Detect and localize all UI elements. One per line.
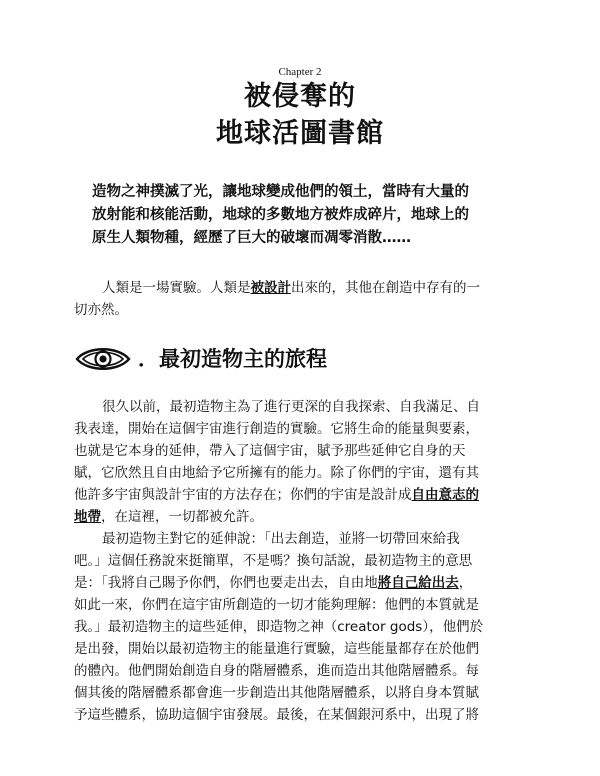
emphasized-text: 自由意志的 <box>411 487 479 503</box>
body-paragraph-1 <box>74 396 544 528</box>
paragraph-line: 的體內。他們開始創造自身的階層體系，進而造出其他階層體系。每 <box>74 663 479 679</box>
text-run: 是：「我將自己賜予你們，你們也要走出去，自由地 <box>74 575 378 591</box>
paragraph-line <box>74 277 544 299</box>
paragraph-line: 我表達，開始在這個宇宙進行創造的實驗。它將生命的能量與要素， <box>74 421 479 437</box>
paragraph-line: 吧。」這個任務說來挺簡單，不是嗎？換句話說，最初造物主的意思 <box>74 553 473 569</box>
text-run: ， <box>458 575 473 591</box>
intro-line: 造物之神撲滅了光，讓地球變成他們的領土，當時有大量的 <box>92 184 469 200</box>
chapter-label: Chapter 2 <box>278 66 322 78</box>
text-run: 人類是一場實驗。人類是 <box>102 280 251 296</box>
paragraph-line: 是出發，開始以最初造物主的能量進行實驗，這些能量都存在於他們 <box>74 641 479 657</box>
section-title: ．最初造物主的旅程 <box>138 347 327 371</box>
emphasized-text: 被設計 <box>250 280 291 296</box>
emphasized-text: 將自己給出去 <box>377 575 459 591</box>
chapter-title-line-1: 被侵奪的 <box>244 81 356 112</box>
section-heading <box>74 342 554 376</box>
paragraph-line: 賦，它欣然且自由地給予它所擁有的能力。除了你們的宇宙，還有其 <box>74 465 479 481</box>
paragraph-line: 予這些體系，協助這個宇宙發展。最後，在某個銀河系中，出現了將 <box>74 707 479 723</box>
text-run: 出來的，其他在創造中存有的一 <box>291 280 480 296</box>
paragraph-line: 也就是它本身的延伸，帶入了這個宇宙，賦予那些延伸它自身的天 <box>74 443 466 459</box>
chapter-title-line-2: 地球活圖書館 <box>216 118 384 149</box>
paragraph-line: 個其後的階層體系都會進一步創造出其他階層體系，以將自身本質賦 <box>74 685 479 701</box>
paragraph-line <box>74 506 544 528</box>
paragraph-line: 最初造物主對它的延伸說：「出去創造，並將一切帶回來給我 <box>102 531 460 547</box>
opening-paragraph <box>74 277 544 321</box>
eye-icon <box>74 343 132 375</box>
paragraph-line <box>74 572 544 594</box>
paragraph-line: 切亦然。 <box>74 302 128 318</box>
intro-line: 放射能和核能活動，地球的多數地方被炸成碎片，地球上的 <box>92 207 469 223</box>
intro-line: 原生人類物種，經歷了巨大的破壞而凋零消散…… <box>92 230 411 246</box>
paragraph-line: 很久以前，最初造物主為了進行更深的自我探索、自我滿足、自 <box>102 399 480 415</box>
text-run: 他許多宇宙與設計宇宙的方法存在；你們的宇宙是設計成 <box>74 487 412 503</box>
paragraph-line: 如此一來，你們在這宇宙所創造的一切才能夠理解：他們的本質就是 <box>74 597 479 613</box>
paragraph-line <box>74 484 544 506</box>
paragraph-line: 我。」最初造物主的這些延伸，即造物之神（creator gods），他們於 <box>74 619 484 635</box>
emphasized-text: 地帶 <box>74 509 101 525</box>
chapter-intro <box>92 181 538 250</box>
body-paragraph-2 <box>74 528 544 726</box>
text-run: ，在這裡，一切都被允許。 <box>101 509 263 525</box>
